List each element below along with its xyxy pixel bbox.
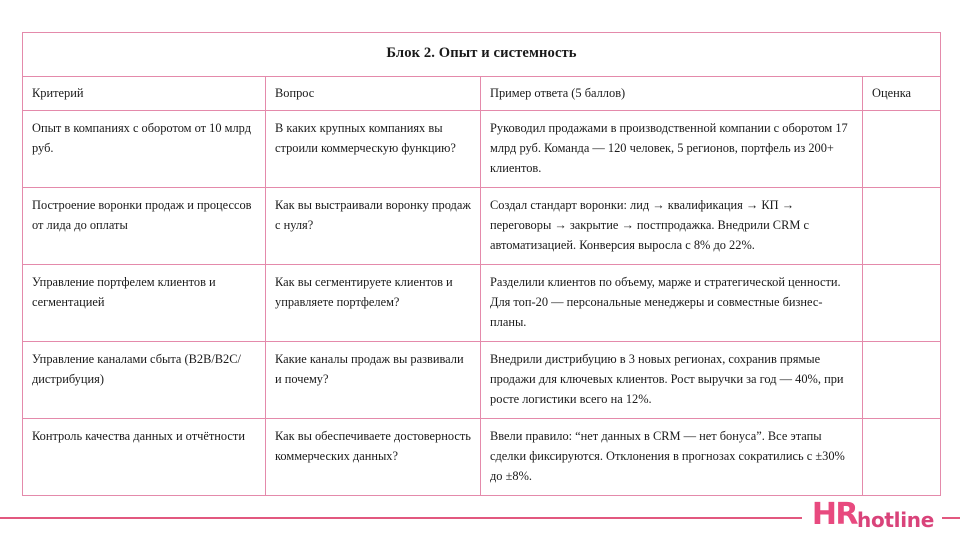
cell-criterion: Управление портфелем клиентов и сегментацией [23, 264, 266, 341]
cell-criterion: Опыт в компаниях с оборотом от 10 млрд руб. [23, 110, 266, 187]
table-title-row [23, 33, 941, 77]
cell-answer: Внедрили дистрибуцию в 3 новых регионах, сохранив прямые продажи для ключевых клиентов. Рост выручки за год — 40%, при росте логистики всего на 12%. [481, 341, 863, 418]
column-header-answer: Пример ответа (5 баллов) [481, 76, 863, 110]
cell-score[interactable] [863, 264, 941, 341]
table-row [23, 418, 941, 495]
table-row [23, 341, 941, 418]
column-header-score: Оценка [863, 76, 941, 110]
cell-score[interactable] [863, 341, 941, 418]
cell-question: Какие каналы продаж вы развивали и почему? [266, 341, 481, 418]
cell-score[interactable] [863, 110, 941, 187]
assessment-table [22, 32, 941, 496]
cell-score[interactable] [863, 187, 941, 264]
cell-answer: Создал стандарт воронки: лид → квалификация → КП → переговоры → закрытие → постпродажка. Внедрили CRM с автоматизацией. Конверсия выросла с 8% до 22%. [481, 187, 863, 264]
hrhotline-logo [802, 497, 942, 537]
table-body [23, 110, 941, 495]
column-header-criterion: Критерий [23, 76, 266, 110]
cell-score[interactable] [863, 418, 941, 495]
cell-criterion: Построение воронки продаж и процессов от лида до оплаты [23, 187, 266, 264]
cell-answer: Разделили клиентов по объему, марже и стратегической ценности. Для топ-20 — персональные менеджеры и совместные бизнес-планы. [481, 264, 863, 341]
logo-hr-text: HR [811, 497, 858, 532]
table-row [23, 187, 941, 264]
footer [0, 497, 960, 540]
table-row [23, 110, 941, 187]
cell-question: Как вы выстраивали воронку продаж с нуля? [266, 187, 481, 264]
column-header-question: Вопрос [266, 76, 481, 110]
cell-answer: Ввели правило: “нет данных в CRM — нет бонуса”. Все этапы сделки фиксируются. Отклонения в прогнозах сократились с ±30% до ±8%. [481, 418, 863, 495]
page-title: Блок 2. Опыт и системность [23, 33, 941, 77]
logo-hotline-text: hotline [857, 508, 934, 532]
table-header-row [23, 76, 941, 110]
cell-question: Как вы обеспечиваете достоверность коммерческих данных? [266, 418, 481, 495]
cell-answer: Руководил продажами в производственной компании с оборотом 17 млрд руб. Команда — 120 человек, 5 регионов, портфель из 200+ клиентов. [481, 110, 863, 187]
table-row [23, 264, 941, 341]
cell-question: В каких крупных компаниях вы строили коммерческую функцию? [266, 110, 481, 187]
cell-question: Как вы сегментируете клиентов и управляете портфелем? [266, 264, 481, 341]
cell-criterion: Управление каналами сбыта (B2B/B2C/дистрибуция) [23, 341, 266, 418]
assessment-table-container [22, 32, 940, 496]
cell-criterion: Контроль качества данных и отчётности [23, 418, 266, 495]
